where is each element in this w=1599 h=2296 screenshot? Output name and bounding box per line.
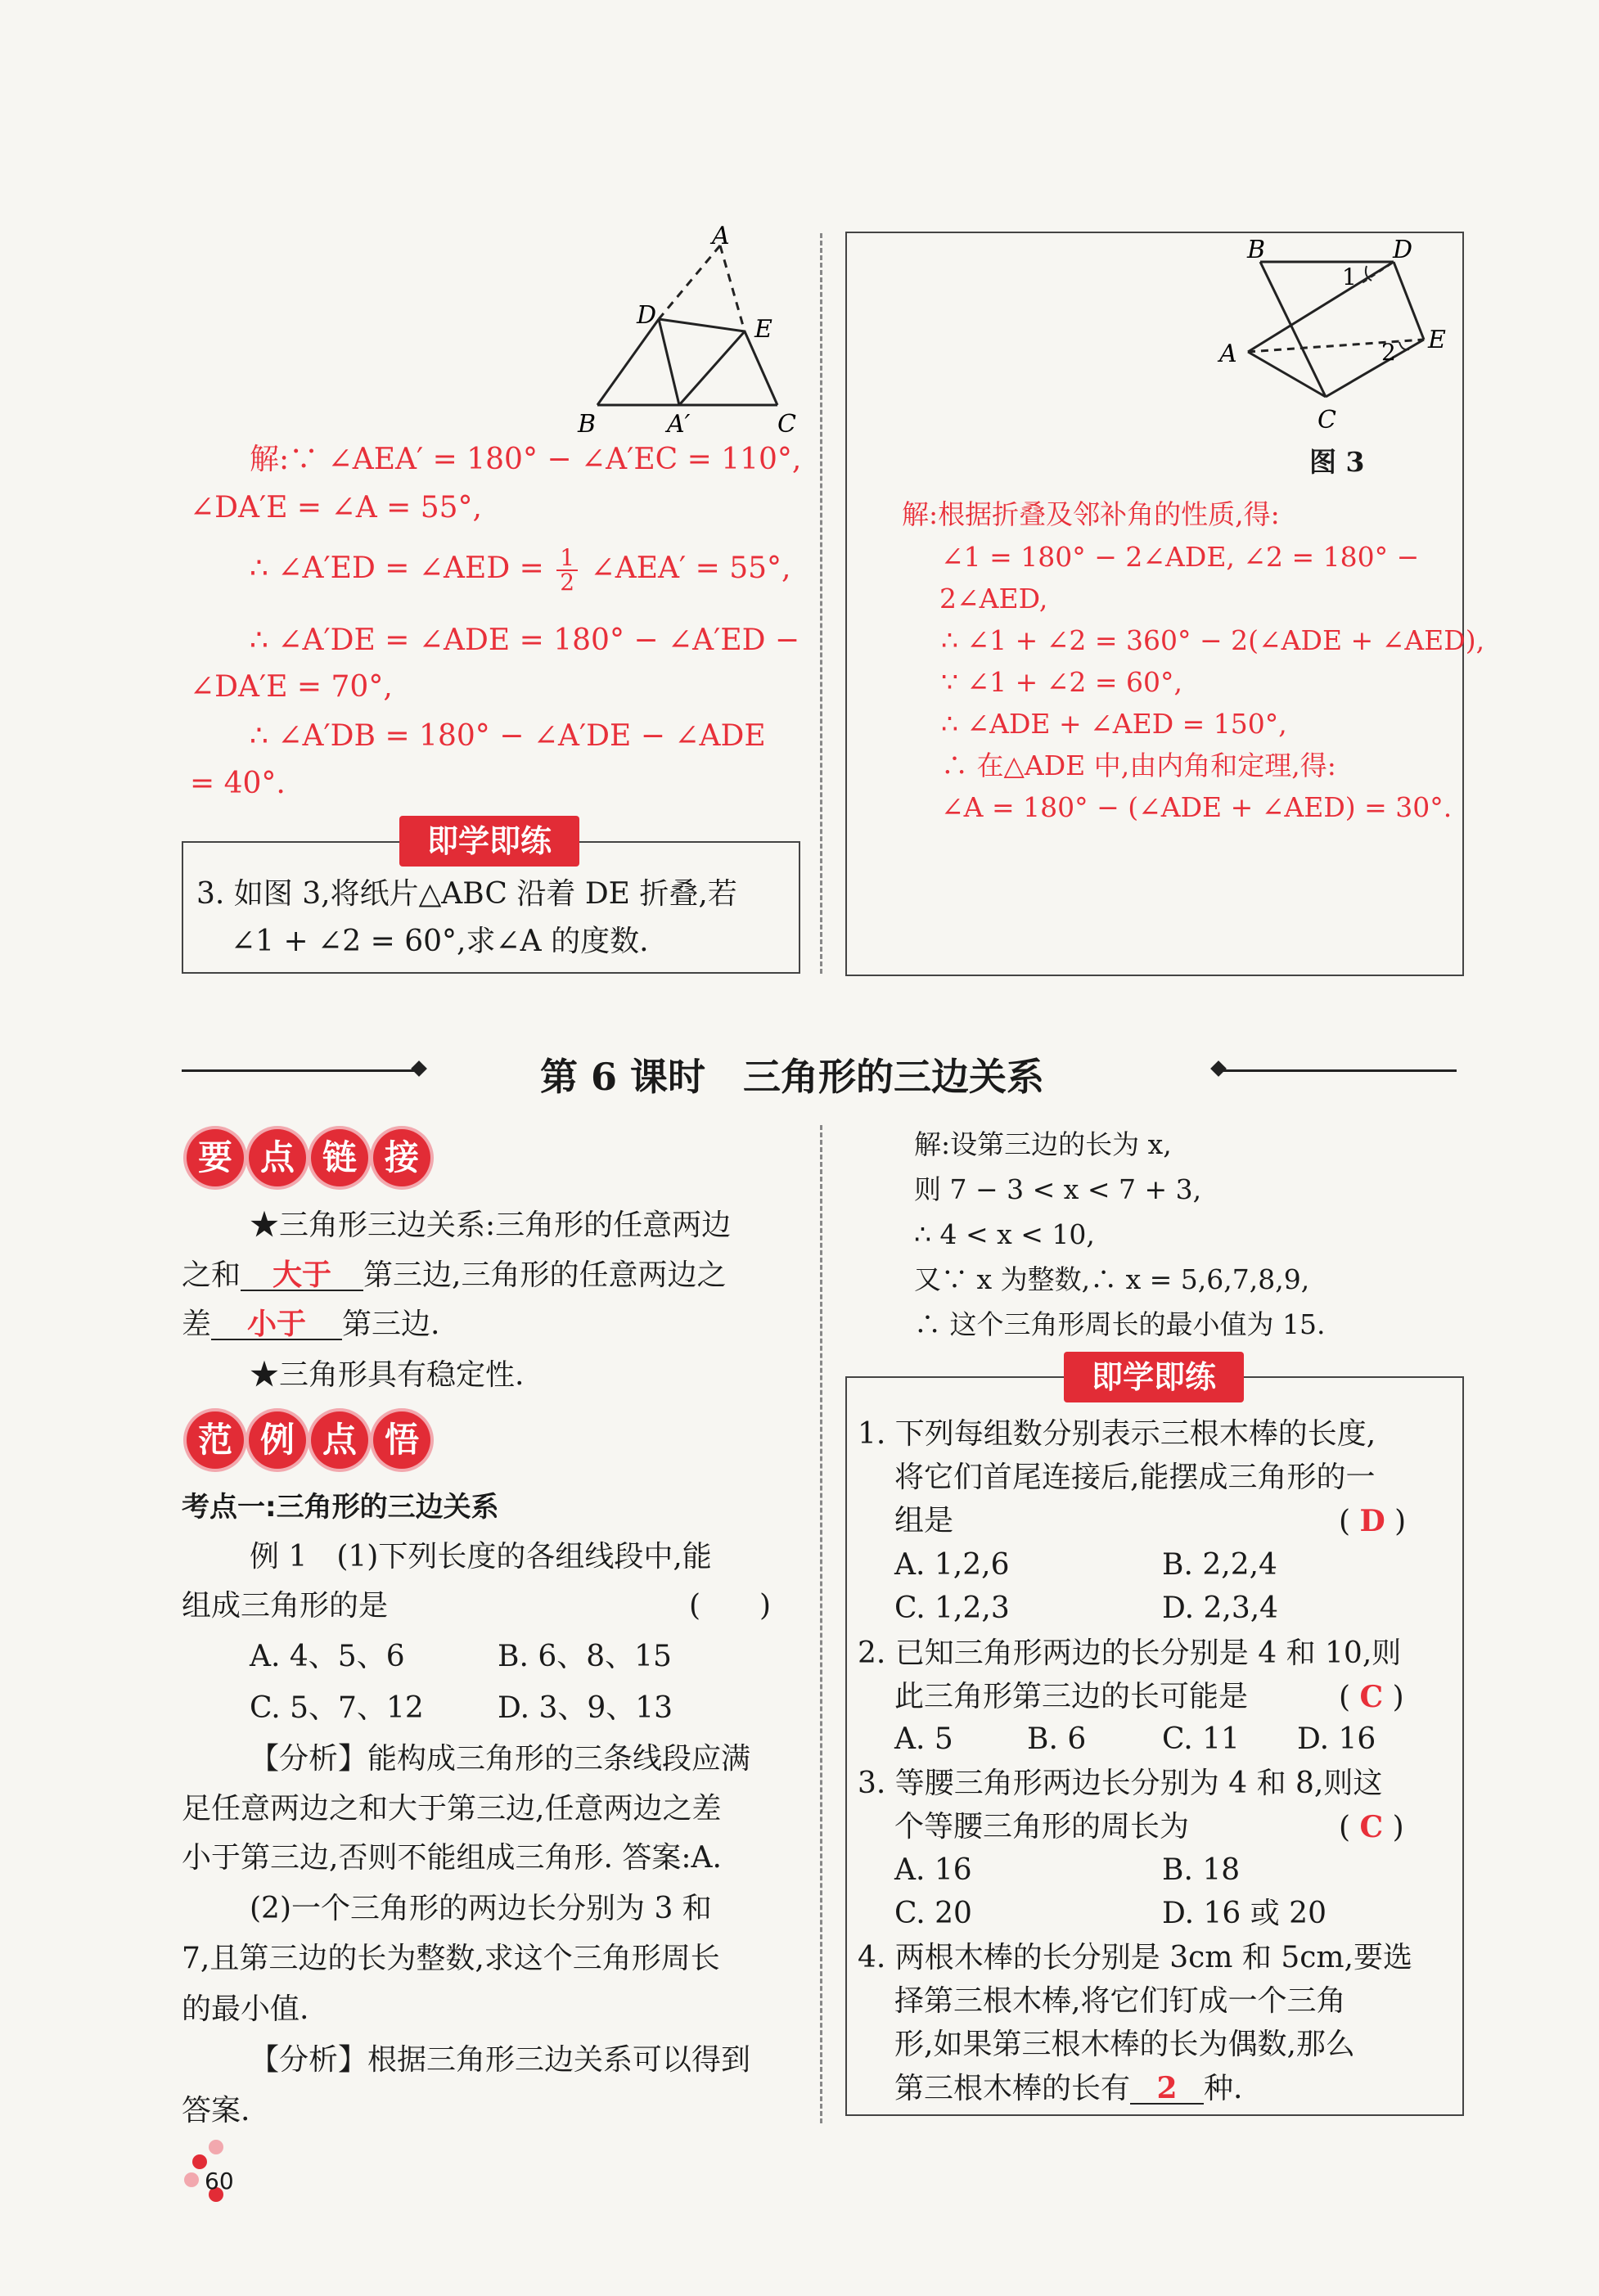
fig3-label-d: D xyxy=(1393,236,1413,264)
label-b: B xyxy=(578,410,597,439)
analysis-1-line-2: 足任意两边之和大于第三边,任意两边之差 xyxy=(182,1792,722,1826)
practice-tag-bottom: 即学即练 xyxy=(1064,1352,1244,1402)
q1-answer-paren: ( D ) xyxy=(1339,1504,1407,1538)
analysis-2-line-2: 答案. xyxy=(182,2094,250,2127)
kp1-text-d: 第三边. xyxy=(342,1308,440,1341)
examples-badge-4: 悟 xyxy=(373,1411,430,1469)
tr-solution-line-6: ∴ ∠ADE + ∠AED = 150°, xyxy=(941,708,1287,740)
figure-3-caption: 图 3 xyxy=(1309,446,1365,478)
solution-line-3a: ∴ ∠A′ED = ∠AED = xyxy=(250,551,544,585)
solution-line-4: ∴ ∠A′DE = ∠ADE = 180° − ∠A′ED − xyxy=(250,624,800,657)
fraction-numerator: 1 xyxy=(556,547,578,571)
q4-text-a: 第三根木棒的长有 xyxy=(894,2072,1131,2105)
q4-answer-blank: 2 xyxy=(1130,2073,1204,2105)
q2-answer-paren: ( C ) xyxy=(1339,1680,1404,1714)
fold-figure-1 xyxy=(573,221,802,442)
q3-option-a: A. 16 xyxy=(894,1853,972,1887)
example-1-option-c: C. 5、7、12 xyxy=(250,1691,424,1725)
fig3-label-a: A xyxy=(1219,340,1237,368)
q2-option-d: D. 16 xyxy=(1297,1722,1376,1756)
example-1-part2-line-1: (2)一个三角形的两边长分别为 3 和 xyxy=(250,1892,712,1925)
practice-tag-top: 即学即练 xyxy=(399,816,579,867)
example-1-paren: ( ) xyxy=(689,1589,772,1623)
title-rule-right xyxy=(1219,1069,1457,1072)
rc-solution-line-4: 又∵ x 为整数,∴ x = 5,6,7,8,9, xyxy=(914,1263,1310,1295)
q1-option-d: D. 2,3,4 xyxy=(1162,1591,1279,1625)
example-1-line-1: 例 1 (1)下列长度的各组线段中,能 xyxy=(250,1540,712,1573)
fig3-label-e: E xyxy=(1428,326,1446,354)
label-e: E xyxy=(754,315,772,344)
q4-line-4 xyxy=(894,2073,1242,2105)
key-points-badge-4: 接 xyxy=(373,1129,430,1186)
lesson-title: 第 6 课时 三角形的三边关系 xyxy=(540,1055,1045,1099)
kp1-text-b: 第三边,三角形的任意两边之 xyxy=(363,1258,727,1292)
label-a: A xyxy=(712,222,730,250)
q3-option-c: C. 20 xyxy=(894,1897,972,1930)
example-1-option-d: D. 3、9、13 xyxy=(498,1691,673,1725)
examples-badge-2: 例 xyxy=(249,1411,306,1469)
q1-option-a: A. 1,2,6 xyxy=(894,1548,1010,1582)
q2-line-2: 此三角形第三边的长可能是 xyxy=(894,1680,1249,1713)
example-1-part2-line-2: 7,且第三边的长为整数,求这个三角形周长 xyxy=(182,1942,720,1975)
q1-answer: D xyxy=(1359,1504,1385,1538)
q2-answer: C xyxy=(1359,1680,1384,1714)
kp1-text-c: 差 xyxy=(182,1308,212,1341)
topic-heading: 考点一:三角形的三边关系 xyxy=(182,1491,499,1524)
kp1-text-a: 之和 xyxy=(182,1258,241,1292)
q1-line-2: 将它们首尾连接后,能摆成三角形的一 xyxy=(894,1461,1376,1494)
q3-answer-paren: ( C ) xyxy=(1339,1810,1404,1844)
solution-line-7: = 40°. xyxy=(190,767,286,800)
analysis-1-line-1: 【分析】能构成三角形的三条线段应满 xyxy=(250,1742,751,1776)
q1-line-3: 组是 xyxy=(894,1504,954,1537)
fold-figure-3 xyxy=(1203,233,1465,438)
q2-option-b: B. 6 xyxy=(1027,1722,1087,1756)
solution-line-5: ∠DA′E = 70°, xyxy=(190,670,393,704)
fraction-denominator: 2 xyxy=(560,569,575,596)
key-points-badge-1: 要 xyxy=(187,1129,244,1186)
tr-solution-line-3: 2∠AED, xyxy=(939,583,1048,615)
key-point-1-line-2 xyxy=(182,1260,726,1291)
tr-solution-line-2: ∠1 = 180° − 2∠ADE, ∠2 = 180° − xyxy=(941,541,1420,573)
tr-solution-line-1: 解:根据折叠及邻补角的性质,得: xyxy=(902,498,1280,530)
tr-solution-line-4: ∴ ∠1 + ∠2 = 360° − 2(∠ADE + ∠AED), xyxy=(941,624,1485,656)
example-1-option-a: A. 4、5、6 xyxy=(250,1640,405,1673)
key-points-badge-2: 点 xyxy=(249,1129,306,1186)
q1-line-1: 1. 下列每组数分别表示三根木棒的长度, xyxy=(858,1417,1376,1451)
label-a-prime: A′ xyxy=(667,410,691,439)
key-point-1-line-1: ★三角形三边关系:三角形的任意两边 xyxy=(250,1209,732,1242)
q4-line-3: 形,如果第三根木棒的长为偶数,那么 xyxy=(894,2028,1355,2061)
rc-solution-line-2: 则 7 − 3 < x < 7 + 3, xyxy=(914,1173,1202,1205)
fig3-label-b: B xyxy=(1247,236,1266,264)
q4-line-2: 择第三根木棒,将它们钉成一个三角 xyxy=(894,1984,1346,2018)
analysis-1-line-3: 小于第三边,否则不能组成三角形. 答案:A. xyxy=(182,1841,722,1875)
key-points-heading xyxy=(187,1129,435,1186)
tr-solution-line-5: ∵ ∠1 + ∠2 = 60°, xyxy=(941,666,1183,698)
fig3-label-c: C xyxy=(1317,406,1336,434)
q3-line-2: 个等腰三角形的周长为 xyxy=(894,1810,1190,1844)
q3-option-b: B. 18 xyxy=(1162,1853,1241,1887)
title-diamond-left xyxy=(411,1060,427,1077)
key-point-2: ★三角形具有稳定性. xyxy=(250,1358,525,1392)
q1-option-c: C. 1,2,3 xyxy=(894,1591,1010,1625)
answer-blank-2: 小于 xyxy=(211,1309,342,1340)
examples-heading xyxy=(187,1411,435,1469)
column-divider-top xyxy=(820,233,822,974)
solution-line-6: ∴ ∠A′DB = 180° − ∠A′DE − ∠ADE xyxy=(250,719,766,753)
q3-option-d: D. 16 或 20 xyxy=(1162,1897,1326,1930)
q3-line-1: 3. 等腰三角形两边长分别为 4 和 8,则这 xyxy=(858,1767,1383,1800)
label-c: C xyxy=(777,410,796,439)
page-number: 60 xyxy=(205,2168,234,2195)
solution-line-3 xyxy=(250,544,791,596)
q4-line-1: 4. 两根木棒的长分别是 3cm 和 5cm,要选 xyxy=(858,1941,1412,1974)
q2-option-c: C. 11 xyxy=(1162,1722,1240,1756)
examples-badge-1: 范 xyxy=(187,1411,244,1469)
practice-q3-line1: 3. 如图 3,将纸片△ABC 沿着 DE 折叠,若 xyxy=(196,877,737,911)
tr-solution-line-7: ∴ 在△ADE 中,由内角和定理,得: xyxy=(941,750,1336,781)
solution-line-1: 解:∵ ∠AEA′ = 180° − ∠A′EC = 110°, xyxy=(250,443,802,476)
solution-line-3b: ∠AEA′ = 55°, xyxy=(590,551,791,585)
q1-option-b: B. 2,2,4 xyxy=(1162,1548,1277,1582)
answer-blank-1: 大于 xyxy=(241,1260,363,1291)
q2-line-1: 2. 已知三角形两边的长分别是 4 和 10,则 xyxy=(858,1636,1402,1670)
analysis-2-line-1: 【分析】根据三角形三边关系可以得到 xyxy=(250,2043,751,2077)
fig3-label-2: 2 xyxy=(1381,339,1396,366)
practice-q3-line2: ∠1 + ∠2 = 60°,求∠A 的度数. xyxy=(231,925,649,958)
rc-solution-line-3: ∴ 4 < x < 10, xyxy=(914,1218,1095,1250)
key-points-badge-3: 链 xyxy=(311,1129,368,1186)
fig3-label-1: 1 xyxy=(1342,263,1357,290)
q2-option-a: A. 5 xyxy=(894,1722,953,1756)
example-1-line-2: 组成三角形的是 xyxy=(182,1589,389,1623)
q3-answer: C xyxy=(1359,1810,1384,1844)
example-1-option-b: B. 6、8、15 xyxy=(498,1640,672,1673)
rc-solution-line-5: ∴ 这个三角形周长的最小值为 15. xyxy=(914,1308,1326,1340)
fraction-half xyxy=(556,544,578,596)
q4-text-b: 种. xyxy=(1204,2072,1243,2105)
solution-line-2: ∠DA′E = ∠A = 55°, xyxy=(190,491,482,524)
title-rule-left xyxy=(182,1069,419,1072)
key-point-1-line-3 xyxy=(182,1309,439,1340)
column-divider-bottom xyxy=(820,1125,822,2123)
title-diamond-right xyxy=(1210,1060,1227,1077)
rc-solution-line-1: 解:设第三边的长为 x, xyxy=(914,1128,1172,1160)
tr-solution-line-8: ∠A = 180° − (∠ADE + ∠AED) = 30°. xyxy=(941,791,1453,823)
label-d: D xyxy=(637,301,657,330)
example-1-part2-line-3: 的最小值. xyxy=(182,1992,309,2026)
examples-badge-3: 点 xyxy=(311,1411,368,1469)
